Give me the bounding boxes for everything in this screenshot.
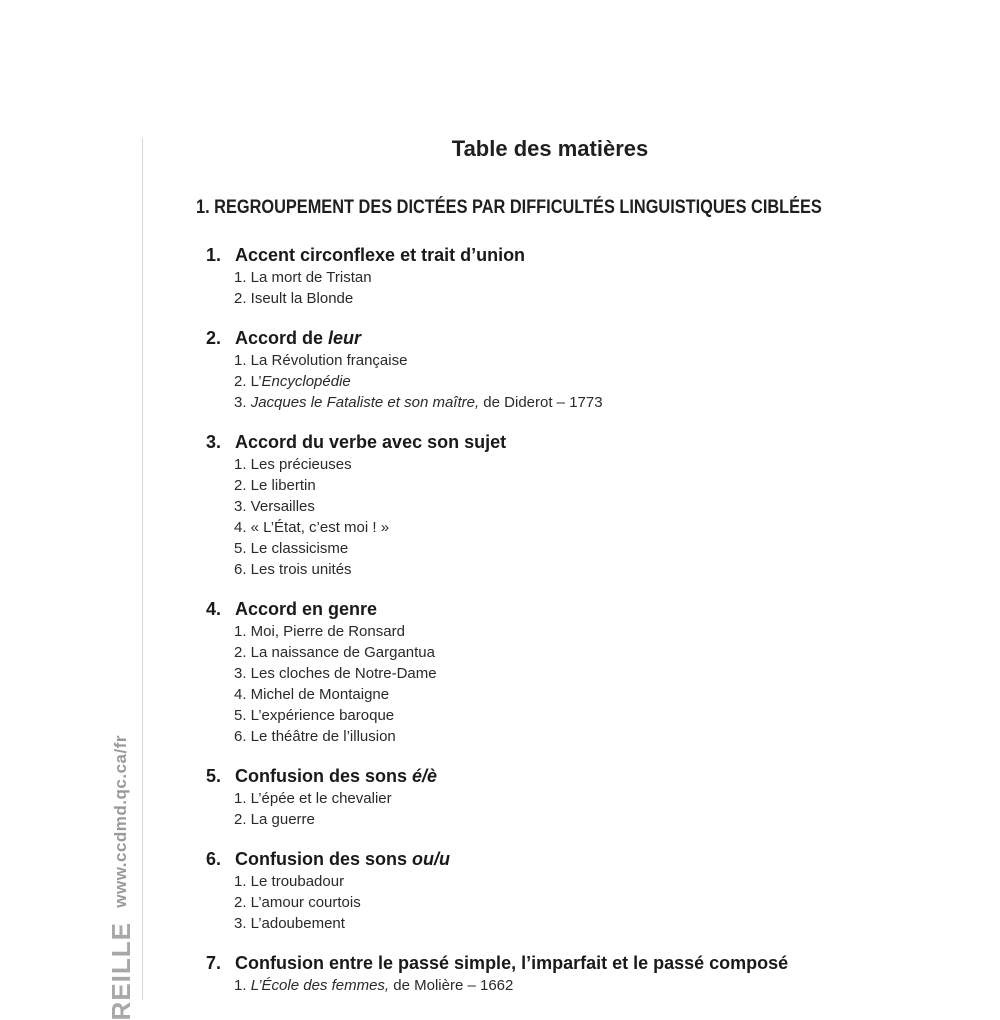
toc-item[interactable] (206, 621, 966, 642)
toc-item[interactable] (206, 642, 966, 663)
toc-item[interactable] (206, 788, 966, 809)
section-title-run: leur (328, 328, 362, 348)
toc-item-run: 1. La mort de Tristan (234, 269, 372, 286)
section-items (206, 350, 966, 413)
toc-item-run: 1. (234, 977, 251, 994)
section-heading[interactable] (206, 597, 966, 621)
section-title (235, 430, 506, 454)
toc-item[interactable] (206, 392, 966, 413)
section-number: 3. (206, 432, 222, 452)
toc-item[interactable] (206, 517, 966, 538)
toc-item[interactable] (206, 496, 966, 517)
section-heading[interactable] (206, 847, 966, 871)
part-heading: REGROUPEMENT DES DICTÉES PAR DIFFICULTÉS LINGUISTIQUES CIBLÉES (214, 197, 822, 218)
toc-item-run: Jacques le Fataliste et son maître, (250, 394, 480, 411)
section-title-run: Confusion des sons (235, 849, 413, 869)
toc-item-run: 3. (234, 394, 251, 411)
toc-item[interactable] (206, 705, 966, 726)
table-of-contents (206, 243, 966, 1013)
toc-item[interactable] (206, 663, 966, 684)
toc-item-run: 2. L’amour courtois (234, 894, 361, 911)
sidebar-brand: REILLE (106, 922, 136, 1020)
toc-section (206, 847, 966, 934)
toc-item-run: 5. L’expérience baroque (234, 707, 395, 724)
toc-item[interactable] (206, 892, 966, 913)
section-items (206, 267, 966, 309)
section-items (206, 871, 966, 934)
margin-rule (142, 138, 143, 1000)
toc-item-run: 1. Les précieuses (234, 456, 352, 473)
toc-item-run: 6. Les trois unités (234, 561, 352, 578)
toc-section (206, 951, 966, 996)
toc-item-run: 2. La guerre (234, 811, 315, 828)
section-title-run: é/è (412, 766, 438, 786)
section-number: 5. (206, 766, 222, 786)
toc-item-run: 3. L’adoubement (234, 915, 345, 932)
section-title-run: Accord du verbe avec son sujet (235, 432, 507, 452)
toc-item[interactable] (206, 559, 966, 580)
section-items (206, 621, 966, 747)
section-title (235, 951, 788, 975)
toc-item[interactable] (206, 267, 966, 288)
toc-item[interactable] (206, 726, 966, 747)
part-number: 1. (196, 197, 210, 218)
section-title (235, 597, 377, 621)
toc-item[interactable] (206, 809, 966, 830)
section-heading[interactable] (206, 951, 966, 975)
toc-item-run: 2. Le libertin (234, 477, 316, 494)
section-title-run: Accord de (235, 328, 329, 348)
toc-item-run: de Molière – 1662 (389, 977, 514, 994)
section-number: 1. (206, 245, 222, 265)
section-title-run: Confusion des sons (235, 766, 413, 786)
toc-item[interactable] (206, 538, 966, 559)
section-heading[interactable] (206, 430, 966, 454)
section-title-run: ou/u (412, 849, 451, 869)
toc-item-run: 4. Michel de Montaigne (234, 686, 390, 703)
section-items (206, 975, 966, 996)
toc-item-run: 2. L’ (234, 373, 262, 390)
toc-item-run: 2. Iseult la Blonde (234, 290, 354, 307)
toc-item-run: 6. Le théâtre de l’illusion (234, 728, 396, 745)
section-title (235, 326, 361, 350)
part-title (196, 197, 822, 219)
section-items (206, 454, 966, 580)
section-number: 6. (206, 849, 222, 869)
toc-item-run: 3. Versailles (234, 498, 315, 515)
toc-item-run: de Diderot – 1773 (479, 394, 603, 411)
toc-item-run: 5. Le classicisme (234, 540, 349, 557)
page-title: Table des matières (451, 136, 649, 161)
section-items (206, 788, 966, 830)
section-heading[interactable] (206, 326, 966, 350)
toc-item-run: 3. Les cloches de Notre-Dame (234, 665, 437, 682)
toc-section (206, 597, 966, 747)
section-title-run: Confusion entre le passé simple, l’imparfait et le passé composé (235, 953, 789, 973)
toc-item-run: 1. Moi, Pierre de Ronsard (234, 623, 405, 640)
toc-item[interactable] (206, 975, 966, 996)
section-title-run: Accord en genre (235, 599, 378, 619)
toc-item-run: 4. « L’État, c’est moi ! » (234, 519, 390, 536)
toc-item[interactable] (206, 454, 966, 475)
toc-item-run: 1. Le troubadour (234, 873, 345, 890)
section-title (235, 847, 450, 871)
toc-item[interactable] (206, 913, 966, 934)
toc-section (206, 243, 966, 309)
toc-item[interactable] (206, 371, 966, 392)
toc-section (206, 326, 966, 413)
toc-item[interactable] (206, 871, 966, 892)
toc-section (206, 430, 966, 580)
toc-item-run: 2. La naissance de Gargantua (234, 644, 435, 661)
sidebar-url: www.ccdmd.qc.ca/fr (111, 735, 130, 908)
section-heading[interactable] (206, 764, 966, 788)
section-title (235, 243, 525, 267)
section-number: 2. (206, 328, 222, 348)
toc-item[interactable] (206, 475, 966, 496)
toc-item-run: 1. La Révolution française (234, 352, 408, 369)
toc-section (206, 764, 966, 830)
toc-item-run: 1. L’épée et le chevalier (234, 790, 392, 807)
toc-item-run: L’École des femmes, (250, 977, 390, 994)
section-heading[interactable] (206, 243, 966, 267)
toc-item[interactable] (206, 684, 966, 705)
toc-item-run: Encyclopédie (261, 373, 351, 390)
toc-item[interactable] (206, 288, 966, 309)
section-title-run: Accent circonflexe et trait d’union (235, 245, 526, 265)
toc-item[interactable] (206, 350, 966, 371)
section-title (235, 764, 437, 788)
section-number: 7. (206, 953, 222, 973)
section-number: 4. (206, 599, 222, 619)
